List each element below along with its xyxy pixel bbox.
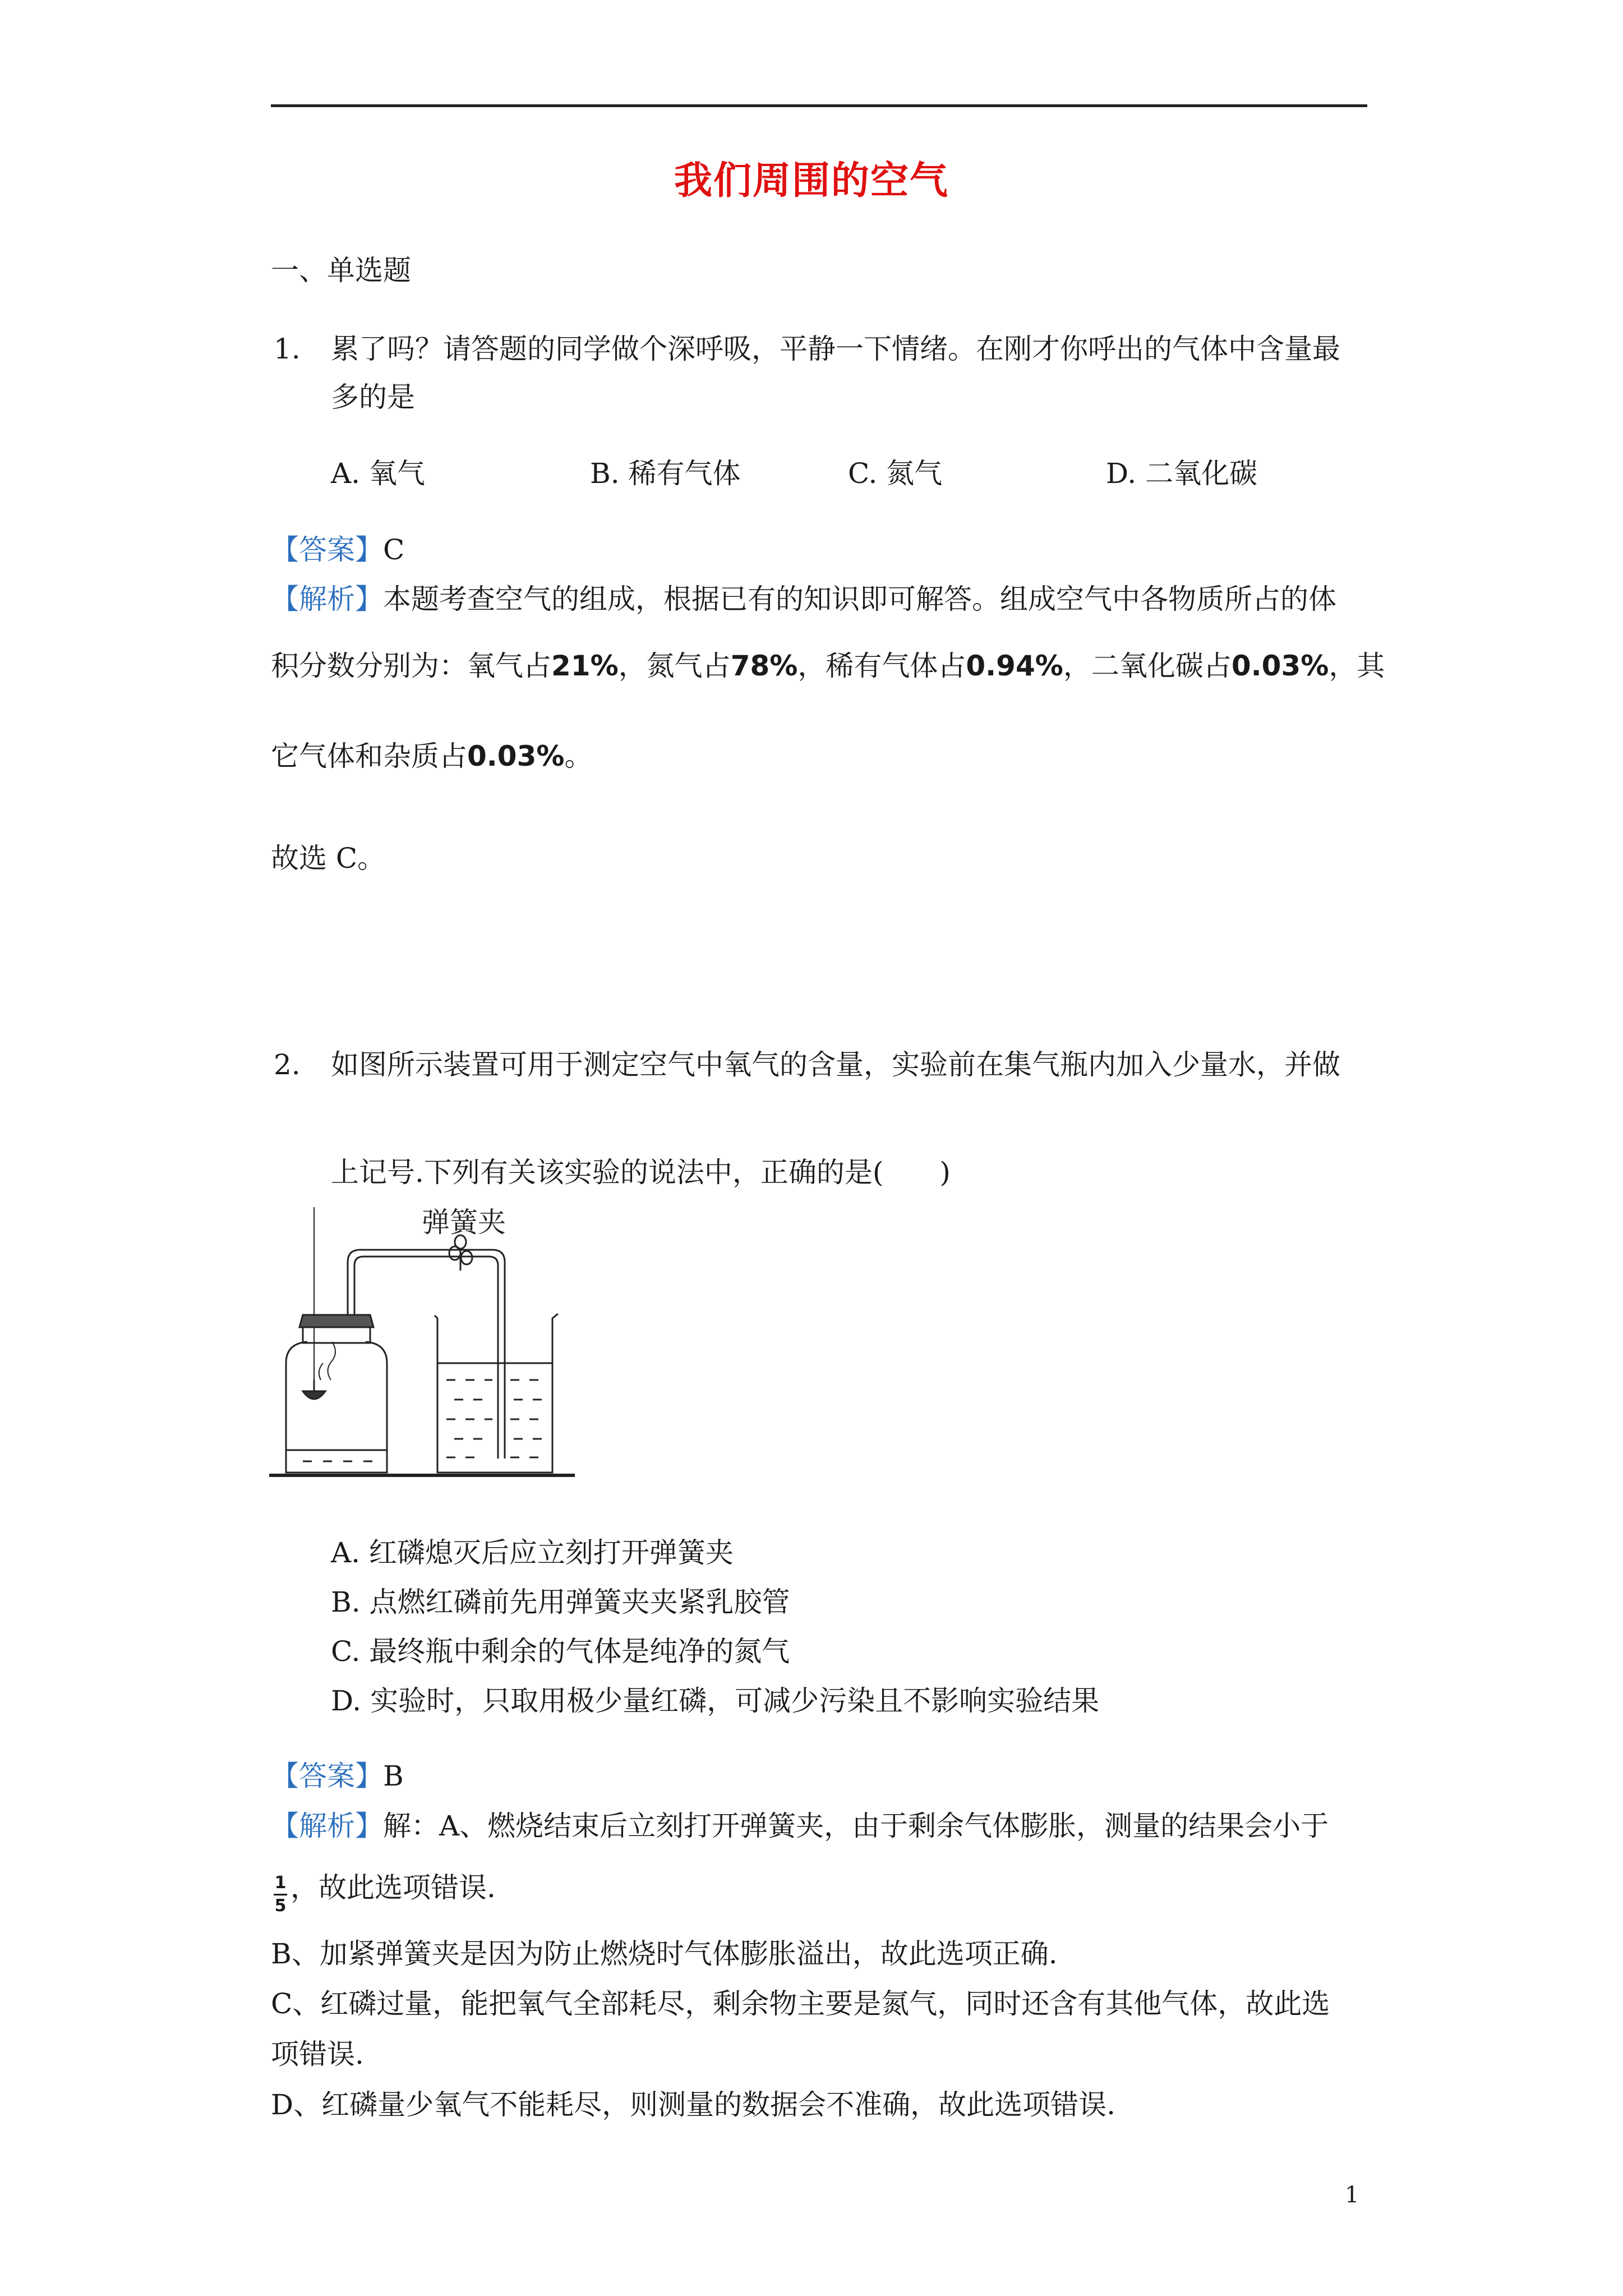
q1-answer (271, 533, 404, 567)
q1-analysis-text2e: ，其 (1329, 650, 1385, 682)
q2-analysis-tag: 【解析】 (271, 1810, 383, 1842)
other-gas-percent: 0.03% (467, 740, 565, 772)
nitrogen-percent: 78% (730, 650, 798, 682)
section-heading: 一、单选题 (271, 254, 411, 287)
q1-analysis-text2a: 积分数分别为：氧气占 (271, 650, 551, 682)
spring-clamp-label: 弹簧夹 (422, 1206, 506, 1239)
q2-option-d: D. 实验时，只取用极少量红磷，可减少污染且不影响实验结果 (331, 1685, 1100, 1717)
q2-analysis-line4: C、红磷过量，能把氧气全部耗尽，剩余物主要是氮气，同时还含有其他气体，故此选 (271, 1987, 1330, 2020)
noble-gas-percent: 0.94% (966, 650, 1063, 682)
q1-analysis-text1: 本题考查空气的组成，根据已有的知识即可解答。组成空气中各物质所占的体 (383, 583, 1336, 615)
q1-analysis-text3a: 它气体和杂质占 (271, 740, 467, 772)
q1-analysis-text3b: 。 (564, 740, 593, 772)
q1-analysis-tag: 【解析】 (271, 583, 383, 615)
q2-analysis-line5: 项错误. (271, 2038, 364, 2070)
q2-stem-line2: 上记号.下列有关该实验的说法中，正确的是( ) (331, 1156, 951, 1189)
q1-stem-line2: 多的是 (331, 381, 415, 413)
fraction-one-fifth (274, 1874, 287, 1916)
q2-number: 2. (274, 1048, 301, 1081)
q1-option-d: D. 二氧化碳 (1106, 457, 1258, 490)
apparatus-figure (269, 1195, 583, 1498)
q1-analysis-line2 (271, 649, 1385, 683)
q1-conclusion: 故选 C。 (271, 842, 386, 875)
q1-option-a: A. 氧气 (331, 457, 425, 490)
co2-percent: 0.03% (1231, 650, 1329, 682)
q2-answer-tag: 【答案】 (271, 1760, 383, 1792)
q2-option-c: C. 最终瓶中剩余的气体是纯净的氮气 (331, 1635, 790, 1668)
page-number: 1 (1345, 2182, 1359, 2208)
q1-option-b: B. 稀有气体 (590, 457, 741, 490)
q2-answer-value: B (383, 1760, 404, 1792)
q1-option-c: C. 氮气 (848, 457, 943, 490)
apparatus-diagram (269, 1195, 583, 1498)
fraction-denominator: 5 (274, 1896, 287, 1916)
oxygen-percent: 21% (551, 650, 619, 682)
fraction-numerator: 1 (274, 1873, 287, 1893)
q1-analysis-text2d: ，二氧化碳占 (1063, 650, 1232, 682)
q1-analysis-line1 (271, 582, 1336, 616)
fraction-bar (274, 1894, 287, 1895)
q1-answer-value: C (383, 533, 405, 566)
q2-analysis-line6: D、红磷量少氧气不能耗尽，则测量的数据会不准确，故此选项错误. (271, 2088, 1115, 2121)
q1-analysis-line3 (271, 739, 592, 773)
header-rule (271, 104, 1367, 107)
q2-option-a: A. 红磷熄灭后应立刻打开弹簧夹 (331, 1536, 734, 1569)
q2-analysis-line3: B、加紧弹簧夹是因为防止燃烧时气体膨胀溢出，故此选项正确. (271, 1938, 1058, 1970)
q2-stem-line1: 如图所示装置可用于测定空气中氧气的含量，实验前在集气瓶内加入少量水，并做 (331, 1048, 1340, 1081)
q2-analysis-text1: 解：A、燃烧结束后立刻打开弹簧夹，由于剩余气体膨胀，测量的结果会小于 (383, 1810, 1329, 1842)
page-title: 我们周围的空气 (674, 158, 949, 203)
q1-number: 1. (274, 333, 301, 365)
q1-answer-tag: 【答案】 (271, 533, 383, 566)
q1-stem-line1: 累了吗？请答题的同学做个深呼吸，平静一下情绪。在刚才你呼出的气体中含量最 (331, 333, 1340, 365)
q2-analysis-line2: ，故此选项错误. (291, 1871, 496, 1904)
q2-answer (271, 1759, 404, 1793)
q1-analysis-text2c: ，稀有气体占 (797, 650, 966, 682)
q2-analysis-line1 (271, 1809, 1329, 1843)
q1-analysis-text2b: ，氮气占 (618, 650, 731, 682)
q2-option-b: B. 点燃红磷前先用弹簧夹夹紧乳胶管 (331, 1586, 790, 1618)
